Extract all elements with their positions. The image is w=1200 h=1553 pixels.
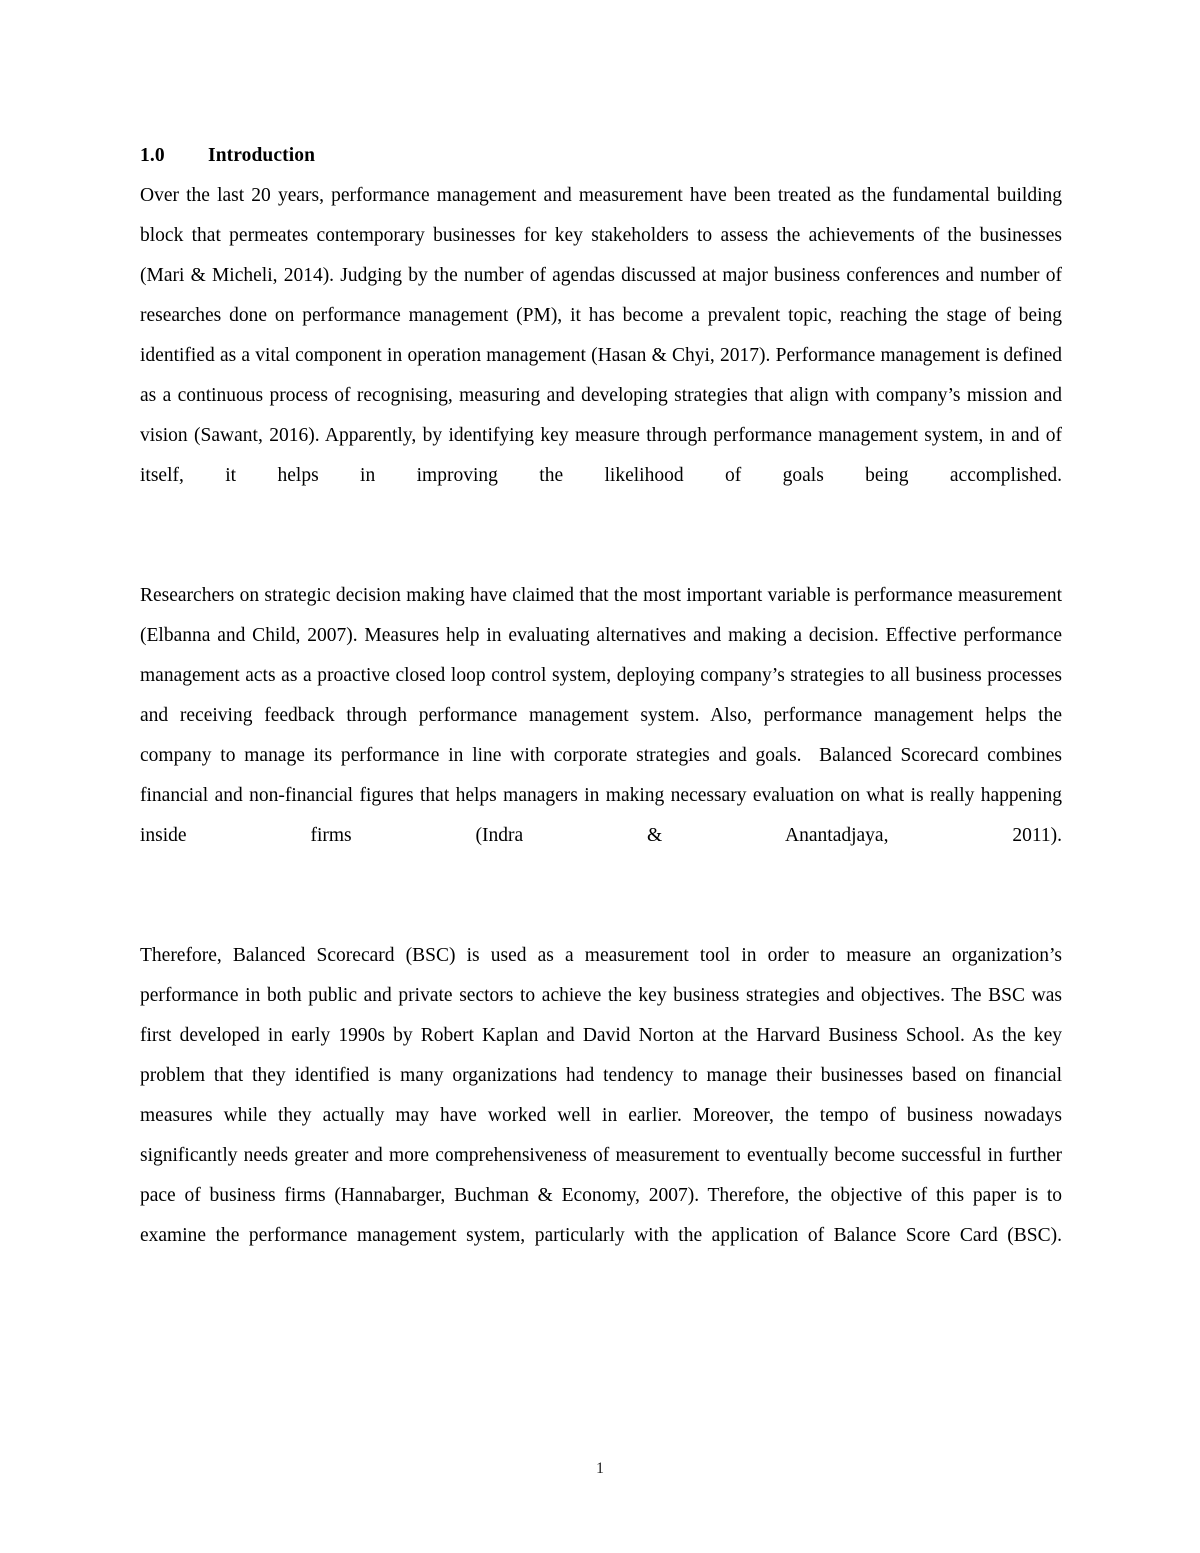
paragraph-1: Over the last 20 years, performance management and measurement have been treated as the fundamental building block that permeates contemporary businesses for key stakeholders to assess the achievements of the businesses (Mari & Micheli, 2014). Judging by the number of agendas discussed at major business conferences and number of researches done on performance management (PM), it has become a prevalent topic, reaching the stage of being identified as a vital component in operation management (Hasan & Chyi, 2017). Performance management is defined as a continuous process of recognising, measuring and developing strategies that align with company’s mission and vision (Sawant, 2016). Apparently, by identifying key measure through performance management system, in and of itself, it helps in improving the likelihood of goals being accomplished. [140, 185, 1067, 486]
page-number: 1 [596, 1460, 604, 1477]
section-heading [140, 136, 1062, 176]
section-heading-number: 1.0 [140, 145, 165, 166]
section-heading-title: Introduction [208, 145, 316, 166]
paragraph-3: Therefore, Balanced Scorecard (BSC) is used as a measurement tool in order to measure an organization’s performance in both public and private sectors to achieve the key business strategies and objectives. The BSC was first developed in early 1990s by Robert Kaplan and David Norton at the Harvard Business School. As the key problem that they identified is many organizations had tendency to manage their businesses based on financial measures while they actually may have worked well in earlier. Moreover, the tempo of business nowadays significantly needs greater and more comprehensiveness of measurement to eventually become successful in further pace of business firms (Hannabarger, Buchman & Economy, 2007). Therefore, the objective of this paper is to examine the performance management system, particularly with the application of Balance Score Card (BSC). [140, 945, 1067, 1246]
paragraph-2: Researchers on strategic decision making have claimed that the most important variable is performance measurement (Elbanna and Child, 2007). Measures help in evaluating alternatives and making a decision. Effective performance management acts as a proactive closed loop control system, deploying company’s strategies to all business processes and receiving feedback through performance management system. Also, performance management helps the company to manage its performance in line with corporate strategies and goals. Balanced Scorecard combines financial and non-financial figures that helps managers in making necessary evaluation on what is really happening inside firms (Indra & Anantadjaya, 2011). [140, 585, 1067, 846]
document-body [140, 136, 1067, 1296]
